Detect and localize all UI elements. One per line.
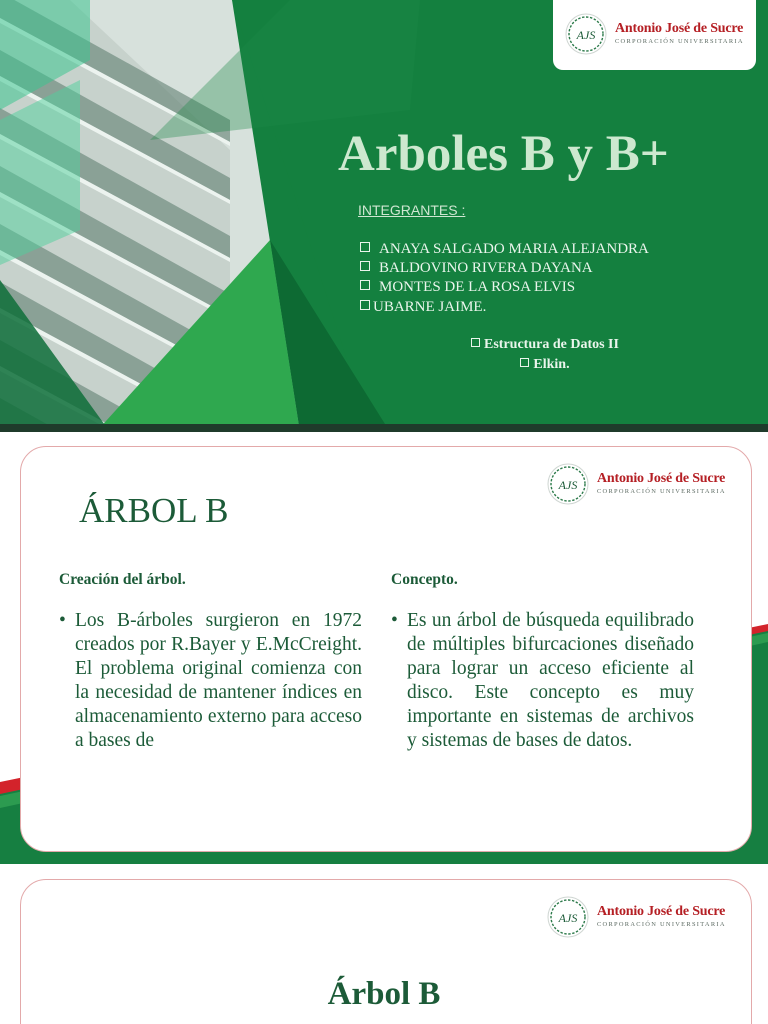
member-item	[360, 240, 649, 259]
checkbox-square-icon	[471, 338, 480, 347]
brand-name: Antonio José de Sucre	[615, 21, 744, 37]
checkbox-square-icon	[360, 242, 370, 252]
arbol-b-slide-2	[0, 864, 768, 1024]
content-card	[20, 446, 752, 852]
members-list	[360, 240, 649, 317]
member-name: ANAYA SALGADO MARIA ALEJANDRA	[379, 241, 649, 257]
seal-monogram: AJS	[576, 28, 596, 42]
checkbox-square-icon	[520, 358, 529, 367]
creation-title: Creación del árbol.	[59, 571, 186, 588]
bullet-icon: •	[59, 610, 66, 631]
arbol-b-slide	[0, 432, 768, 864]
slide-heading: ÁRBOL B	[79, 491, 229, 530]
concept-body: Es un árbol de búsqueda equilibrado de múltiples bifurcaciones diseñado para lograr un acceso eficiente al disco. Este concepto es muy importante en sistemas de archivos y sistemas de bases de datos.	[407, 610, 694, 751]
logo-card	[553, 0, 756, 70]
integrantes-label: INTEGRANTES :	[358, 202, 466, 218]
slide-divider	[0, 424, 768, 432]
slide-heading: Árbol B	[327, 976, 441, 1012]
concept-text	[391, 609, 694, 753]
creation-body: Los B-árboles surgieron en 1972 creados por R.Bayer y E.McCreight. El problema original comienza con la necesidad de mantener índices en almacenamiento externo para acceso a bases de	[75, 610, 362, 751]
member-item	[360, 259, 649, 278]
creation-text	[59, 609, 362, 753]
laurel-seal-icon	[565, 13, 607, 55]
university-logo	[547, 896, 726, 938]
bullet-icon: •	[391, 610, 398, 631]
brand-name: Antonio José de Sucre	[597, 471, 726, 487]
brand-subtitle: CORPORACIÓN UNIVERSITARIA	[597, 921, 726, 929]
course-info	[380, 335, 710, 375]
seal-monogram: AJS	[558, 478, 578, 492]
checkbox-square-icon	[360, 300, 370, 310]
teacher-name: Elkin.	[533, 357, 570, 372]
course-item	[380, 335, 710, 355]
course-name: Estructura de Datos II	[484, 337, 619, 352]
laurel-seal-icon	[547, 896, 589, 938]
university-logo	[565, 13, 744, 55]
member-item	[360, 298, 649, 317]
brand-subtitle: CORPORACIÓN UNIVERSITARIA	[615, 38, 744, 46]
member-item	[360, 278, 649, 297]
university-logo	[547, 463, 726, 505]
checkbox-square-icon	[360, 261, 370, 271]
checkbox-square-icon	[360, 280, 370, 290]
laurel-seal-icon	[547, 463, 589, 505]
brand-subtitle: CORPORACIÓN UNIVERSITARIA	[597, 488, 726, 496]
title-slide	[0, 0, 768, 432]
seal-monogram: AJS	[558, 911, 578, 925]
member-name: MONTES DE LA ROSA ELVIS	[379, 279, 576, 296]
presentation-title: Arboles B y B+	[338, 126, 669, 182]
member-name: UBARNE JAIME.	[373, 298, 487, 315]
course-item	[380, 355, 710, 375]
concept-title: Concepto.	[391, 571, 458, 588]
brand-name: Antonio José de Sucre	[597, 904, 726, 920]
member-name: BALDOVINO RIVERA DAYANA	[379, 260, 593, 277]
